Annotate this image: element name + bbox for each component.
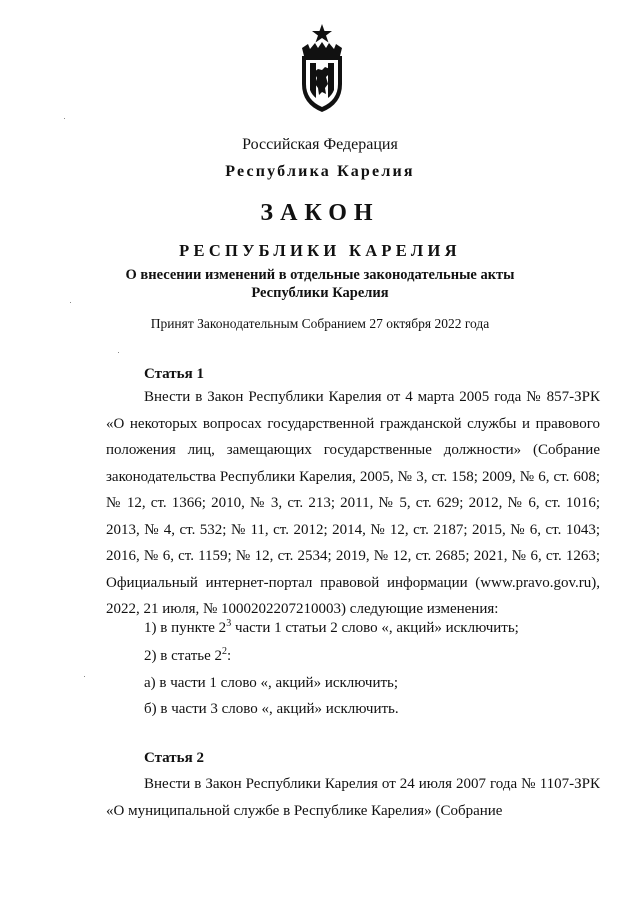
country-name: Российская Федерация bbox=[242, 136, 398, 153]
subject-line-1: О внесении изменений в отдельные законодательные акты bbox=[125, 267, 515, 283]
article-1-item-2b: б) в части 3 слово «, акций» исключить. bbox=[144, 701, 399, 717]
article-1-paragraph bbox=[106, 384, 600, 623]
adoption-note: Принят Законодательным Собранием 27 октября 2022 года bbox=[150, 316, 490, 331]
republic-name: Республика Карелия bbox=[225, 163, 415, 180]
document-subject bbox=[0, 266, 640, 302]
scan-speck bbox=[118, 352, 119, 353]
article-2-text: Внести в Закон Республики Карелия от 24 июля 2007 года № 1107-ЗРК «О муниципальной службе в Республике Карелия» (Собрание bbox=[106, 776, 600, 819]
subject-line-2: Республики Карелия bbox=[251, 285, 389, 301]
scan-speck bbox=[64, 118, 65, 119]
superscript: 2 bbox=[222, 646, 228, 657]
article-1-item-1: 1) в пункте $2^3$ части 1 статьи 2 слово «, акций» исключить; bbox=[144, 618, 519, 636]
document-issuer: РЕСПУБЛИКИ КАРЕЛИЯ bbox=[179, 241, 461, 260]
coat-of-arms-emblem bbox=[292, 22, 352, 114]
scan-speck bbox=[84, 676, 85, 677]
article-1-item-2: 2) в статье $2^2$: bbox=[144, 646, 232, 664]
article-2-paragraph bbox=[106, 771, 600, 824]
article-1-heading: Статья 1 bbox=[144, 366, 204, 382]
superscript: 3 bbox=[226, 618, 232, 629]
article-1-text: Внести в Закон Республики Карелия от 4 марта 2005 года № 857-ЗРК «О некоторых вопросах государственной гражданской службы и правового положения лиц, замещающих государственные должности» (Собрание законодательства Республики Карелия, 2005, № 3, ст. 158; 2009, № 6, ст. 608; № 12, ст. 1366; 2010, № 3, ст. 213; 2011, № 5, ст. 629; 2012, № 6, ст. 1016; 2013, № 4, ст. 532; № 11, ст. 2012; 2014, № 12, ст. 2187; 2015, № 6, ст. 1043; 2016, № 6, ст. 1159; № 12, ст. 2534; 2019, № 12, ст. 2685; 2021, № 6, ст. 1263; Официальный интернет-портал правовой информации (www.pravo.gov.ru), 2022, 21 июля, № 1000202207210003) следующие изменения: bbox=[106, 389, 600, 617]
article-2-heading: Статья 2 bbox=[144, 750, 204, 766]
article-1-item-2a: а) в части 1 слово «, акций» исключить; bbox=[144, 675, 399, 691]
document-type: ЗАКОН bbox=[260, 200, 380, 226]
scan-speck bbox=[70, 302, 71, 303]
